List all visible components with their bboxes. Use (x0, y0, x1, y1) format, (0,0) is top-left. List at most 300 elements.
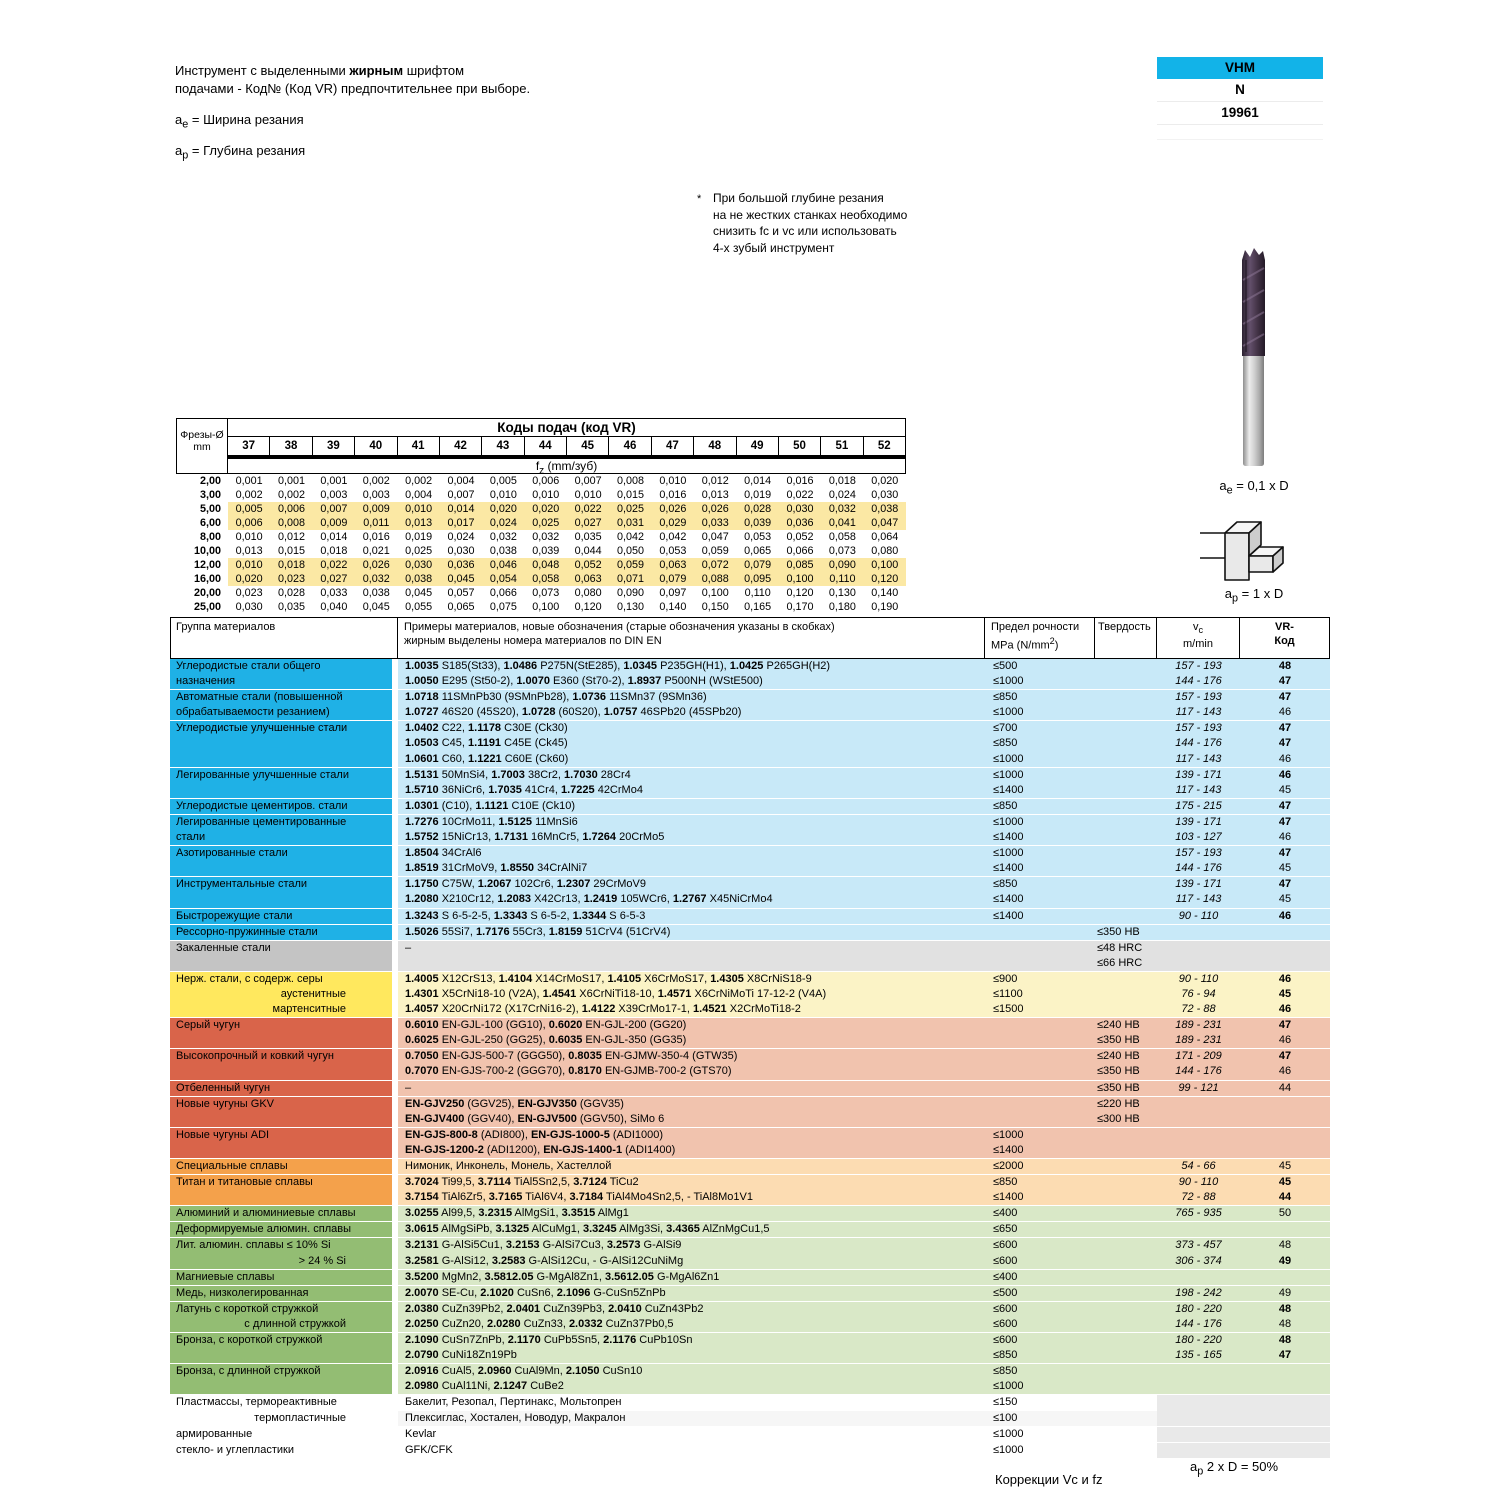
material-group (170, 815, 1330, 845)
hardness-cell (1095, 1395, 1157, 1410)
hardness-cell (1095, 1175, 1157, 1190)
feed-value-cell: 0,001 (235, 475, 263, 487)
tensile-cell: ≤1500 (993, 1003, 1024, 1016)
intro-line-2: подачами - Код№ (Код VR) предпочтительнее при выборе. (175, 81, 531, 96)
material-group-label-line: Алюминий и алюминиевые сплавы (176, 1207, 356, 1220)
feed-code-cell: 46 (609, 437, 651, 456)
feed-value-cell: 0,015 (278, 545, 306, 557)
material-group-label (170, 925, 392, 940)
material-group (170, 1222, 1330, 1237)
feed-value-cell: 0,025 (405, 545, 433, 557)
feed-value-cell: 0,020 (525, 502, 567, 516)
vc-cell (1157, 925, 1240, 940)
material-examples-cell: 3.7154 TiAl6Zr5, 3.7165 TiAl6V4, 3.7184 TiAl4Mo4Sn2,5, - TiAl8Mo1V1 (405, 1191, 753, 1204)
material-examples-cell: 3.0255 Al99,5, 3.2315 AlMgSi1, 3.3515 AlMg1 (405, 1207, 629, 1220)
feed-value-cell: 0,015 (617, 489, 645, 501)
tensile-cell: ≤1400 (993, 783, 1024, 796)
material-group-label-line: Высокопрочный и ковкий чугун (176, 1050, 334, 1063)
material-group-label (170, 1049, 392, 1079)
material-group-rows (398, 1049, 1330, 1079)
spec-type: N (1157, 79, 1323, 102)
material-group-label (170, 846, 392, 876)
material-group-label (170, 1222, 392, 1237)
materials-table-body (170, 659, 1330, 1458)
feed-value-cell: 0,028 (737, 502, 779, 516)
tensile-cell: ≤100 (993, 1411, 1018, 1424)
tensile-cell: ≤600 (993, 1302, 1018, 1315)
feed-value-cell: 0,004 (447, 475, 475, 487)
material-group-label-line: Углеродистые стали общего (176, 660, 321, 672)
vc-cell: 157 - 193 (1175, 660, 1222, 672)
header-tensile (985, 617, 1095, 659)
tensile-cell: ≤1400 (993, 893, 1024, 906)
feed-value-cell: 0,059 (609, 558, 651, 572)
feed-value-cell: 0,014 (440, 502, 482, 516)
feed-diameter-cell: 10,00 (193, 545, 221, 557)
hardness-cell (1095, 799, 1157, 814)
vc-cell: 189 - 231 (1175, 1019, 1222, 1032)
material-group-label-line: Азотированные стали (176, 847, 288, 860)
material-examples-cell: 0.7070 EN-GJS-700-2 (GGG70), 0.8170 EN-GJMB-700-2 (GTS70) (405, 1065, 732, 1078)
vc-cell (1157, 956, 1240, 971)
material-row (398, 1238, 1330, 1253)
material-group-rows (398, 1222, 1330, 1237)
material-row (398, 1411, 1330, 1426)
feed-value-cell: 0,020 (228, 572, 270, 586)
material-group-label (170, 1427, 392, 1442)
feed-value-cell: 0,071 (609, 572, 651, 586)
hardness-cell (1095, 690, 1157, 705)
vc-cell: 175 - 215 (1175, 799, 1222, 812)
feed-code-cell: 52 (864, 437, 906, 456)
vr-code-cell: 49 (1278, 1254, 1292, 1267)
tensile-cell: ≤500 (993, 1286, 1018, 1299)
feed-value-cell: 0,024 (482, 516, 524, 530)
material-examples-cell: 2.0916 CuAl5, 2.0960 CuAl9Mn, 2.1050 CuSn10 (405, 1365, 643, 1378)
feed-value-cell: 0,024 (447, 531, 475, 543)
tensile-cell (985, 1064, 1095, 1079)
material-group-label-line: обрабатываемости резанием) (176, 706, 330, 719)
feed-value-cell: 0,010 (574, 489, 602, 501)
vc-cell: 157 - 193 (1175, 847, 1222, 860)
feed-value-cell: 0,100 (532, 601, 560, 613)
material-examples-cell: 1.8504 34CrAl6 (405, 847, 482, 860)
feed-value-cell: 0,130 (617, 601, 645, 613)
feed-value-cell: 0,010 (398, 502, 440, 516)
feed-diameter-cell: 2,00 (199, 475, 221, 487)
material-row (398, 783, 1330, 798)
feed-value-cell: 0,039 (532, 545, 560, 557)
tensile-cell: ≤850 (993, 799, 1018, 812)
vc-cell: 99 - 121 (1178, 1081, 1219, 1094)
endmill-photo (1218, 246, 1288, 476)
feed-value-cell: 0,052 (567, 558, 609, 572)
material-group-label-line: Автоматные стали (повышенной (176, 691, 343, 704)
material-group-label-line: термопластичные (254, 1411, 346, 1424)
material-group-label-line: > 24 % Si (298, 1254, 346, 1267)
material-row (398, 861, 1330, 876)
feed-value-cell: 0,026 (652, 502, 694, 516)
header-examples-line1: Примеры материалов, новые обозначения (старые обозначения указаны в скобках) (404, 621, 835, 633)
material-row (398, 736, 1330, 751)
feed-value-cell: 0,180 (828, 601, 856, 613)
material-group-rows (398, 659, 1330, 689)
feed-value-cell: 0,058 (525, 572, 567, 586)
hardness-cell (1095, 1206, 1157, 1221)
feed-diameter-cell: 8,00 (199, 531, 221, 543)
material-group-label (170, 941, 392, 971)
material-group-label-line: Быстрорежущие стали (176, 909, 293, 922)
material-group-label-line: назначения (176, 675, 236, 688)
material-group (170, 941, 1330, 971)
feed-codes-table (176, 418, 906, 614)
tensile-cell: ≤850 (993, 1365, 1018, 1378)
material-group-rows (398, 1238, 1330, 1268)
material-group-rows (398, 1128, 1330, 1158)
vr-code-cell: 46 (1278, 752, 1292, 765)
feed-value-cell: 0,170 (786, 601, 814, 613)
hardness-cell (1095, 674, 1157, 689)
feed-value-cell: 0,047 (701, 531, 729, 543)
vc-cell (1157, 1222, 1240, 1237)
material-examples-cell: 1.5710 36NiCr6, 1.7035 41Cr4, 1.7225 42CrMo4 (405, 783, 643, 796)
material-examples-cell: 2.0980 CuAl11Ni, 2.1247 CuBe2 (405, 1380, 564, 1393)
material-row (398, 752, 1330, 767)
feed-value-cell: 0,165 (744, 601, 772, 613)
header-vc (1157, 617, 1240, 659)
material-row (398, 846, 1330, 861)
material-row (398, 1443, 1330, 1458)
material-group-label-line: стали (176, 831, 206, 844)
feed-value-cell: 0,026 (355, 558, 397, 572)
tensile-cell (985, 1018, 1095, 1033)
material-group-rows (398, 690, 1330, 720)
hardness-cell (1095, 721, 1157, 736)
vr-code-cell: 45 (1278, 1176, 1292, 1189)
material-row (398, 815, 1330, 830)
material-group (170, 1081, 1330, 1096)
material-examples-cell: – (405, 941, 412, 954)
feed-value-cell: 0,140 (871, 587, 899, 599)
material-group-label (170, 799, 392, 814)
feed-value-cell: 0,010 (228, 558, 270, 572)
material-examples-cell: 0.6010 EN-GJL-100 (GG10), 0.6020 EN-GJL-200 (GG20) (405, 1019, 687, 1032)
ap-diagram (1200, 518, 1308, 589)
material-group-label (170, 1333, 392, 1363)
material-examples-cell: 3.5200 MgMn2, 3.5812.05 G-MgAl8Zn1, 3.5612.05 G-MgAl6Zn1 (405, 1270, 720, 1283)
material-row (398, 925, 1330, 940)
material-group-rows (398, 846, 1330, 876)
correction-caption: Коррекции Vc и fz (995, 1472, 1103, 1487)
feed-value-cell: 0,053 (659, 545, 687, 557)
material-group (170, 690, 1330, 720)
material-row (398, 1222, 1330, 1237)
material-group-rows (398, 1443, 1330, 1458)
feed-code-cell: 49 (737, 437, 779, 456)
fz-unit-row: $f_z$ (mm/зуб) (228, 459, 906, 474)
header-examples (398, 617, 985, 659)
material-group (170, 1364, 1330, 1394)
material-row (398, 1097, 1330, 1112)
feed-value-cell: 0,010 (659, 475, 687, 487)
material-group-label (170, 909, 392, 924)
material-group (170, 1443, 1330, 1458)
material-group-rows (398, 1427, 1330, 1442)
material-examples-cell: 2.0790 CuNi18Zn19Pb (405, 1349, 517, 1362)
material-group-label-line: армированные (176, 1427, 253, 1440)
material-examples-cell: 1.7276 10CrMo11, 1.5125 11MnSi6 (405, 815, 578, 828)
feed-value-cell: 0,014 (744, 475, 772, 487)
vr-code-cell: 46 (1278, 1034, 1292, 1047)
material-examples-cell: 3.2131 G-AlSi5Cu1, 3.2153 G-AlSi7Cu3, 3.2573 G-AlSi9 (405, 1239, 682, 1252)
feed-value-cell: 0,032 (821, 502, 863, 516)
hardness-cell: ≤350 HB (1097, 1081, 1140, 1094)
material-row (398, 799, 1330, 814)
feed-value-cell: 0,079 (737, 558, 779, 572)
feed-value-cell: 0,019 (405, 531, 433, 543)
feed-value-cell: 0,073 (828, 545, 856, 557)
vc-cell: 306 - 374 (1175, 1254, 1222, 1267)
feed-value-cell: 0,120 (864, 572, 906, 586)
material-examples-cell: Нимоник, Инконель, Монель, Хастеллой (405, 1160, 612, 1172)
vr-code-cell: 44 (1278, 1081, 1292, 1094)
material-examples-cell: 2.0250 CuZn20, 2.0280 CuZn33, 2.0332 CuZn37Pb0,5 (405, 1317, 674, 1330)
hardness-cell (1095, 1159, 1157, 1174)
vr-code-cell: 46 (1278, 1065, 1292, 1078)
material-group (170, 1333, 1330, 1363)
vr-code-cell: 47 (1278, 815, 1292, 828)
hardness-cell: ≤66 HRC (1097, 956, 1143, 969)
tensile-cell (985, 1112, 1095, 1127)
material-row (398, 1143, 1330, 1158)
vc-cell: 135 - 165 (1175, 1349, 1222, 1362)
material-group-label-line: стекло- и углепластики (176, 1443, 294, 1456)
endmill-shank (1243, 354, 1264, 466)
vc-cell: 103 - 127 (1175, 831, 1222, 844)
header-vc-line2: m/min (1183, 637, 1213, 650)
materials-table-header (170, 617, 1330, 659)
vc-cell: 144 - 176 (1175, 862, 1222, 875)
feed-value-cell: 0,110 (744, 587, 771, 599)
material-group-label-line: Легированные цементированные (176, 815, 347, 828)
feed-diameter-cell: 25,00 (193, 601, 221, 613)
feed-value-cell: 0,072 (694, 558, 736, 572)
feed-value-cell: 0,055 (405, 601, 433, 613)
material-examples-cell: 1.0050 E295 (St50-2), 1.0070 E360 (St70-2), 1.8937 P500NH (WStE500) (405, 675, 763, 688)
material-group (170, 768, 1330, 798)
material-row (398, 1364, 1330, 1379)
material-group-label-line: Пластмассы, термореактивные (176, 1396, 337, 1409)
feed-row (176, 558, 906, 572)
spec-divider (1157, 125, 1323, 140)
feed-value-cell: 0,079 (652, 572, 694, 586)
vr-code-cell: 48 (1278, 1239, 1292, 1252)
feed-value-cell: 0,030 (398, 558, 440, 572)
hardness-cell (1095, 1302, 1157, 1317)
feed-value-cell: 0,033 (320, 587, 348, 599)
tensile-cell: ≤1000 (993, 1427, 1024, 1440)
feed-value-cell: 0,035 (278, 601, 306, 613)
vr-code-cell: 47 (1278, 1050, 1292, 1063)
vc-cell (1157, 1128, 1240, 1143)
vc-cell: 180 - 220 (1175, 1302, 1222, 1315)
material-row (398, 768, 1330, 783)
material-group (170, 1286, 1330, 1301)
vc-cell: 54 - 66 (1181, 1160, 1216, 1172)
tensile-cell: ≤850 (993, 878, 1018, 891)
material-group-rows (398, 799, 1330, 814)
material-group-label-line: Новые чугуны ADI (176, 1128, 270, 1141)
tensile-cell (985, 956, 1095, 971)
hardness-cell (1095, 830, 1157, 845)
feed-value-cell: 0,100 (779, 572, 821, 586)
material-group-label (170, 1443, 392, 1458)
feed-value-cell: 0,039 (737, 516, 779, 530)
feed-value-cell: 0,002 (278, 489, 306, 501)
vr-code-cell: 47 (1278, 691, 1292, 704)
material-group-label-line: Серый чугун (176, 1019, 241, 1032)
vr-code-cell: 45 (1278, 783, 1292, 796)
vr-code-cell: 47 (1278, 799, 1292, 812)
feed-value-cell: 0,018 (828, 475, 856, 487)
material-row (398, 1128, 1330, 1143)
tensile-cell: ≤2000 (993, 1160, 1024, 1172)
intro-line-1: Инструмент с выделенными жирным шрифтом (175, 63, 465, 78)
material-row (398, 1254, 1330, 1269)
tensile-cell (985, 1081, 1095, 1096)
material-group-rows (398, 1081, 1330, 1096)
material-examples-cell: 1.5131 50MnSi4, 1.7003 38Cr2, 1.7030 28Cr4 (405, 768, 631, 781)
feed-value-cell: 0,090 (617, 587, 645, 599)
material-group-rows (398, 972, 1330, 1017)
feed-code-cell: 41 (398, 437, 440, 456)
hardness-cell: ≤350 HB (1097, 1034, 1140, 1047)
vr-code-cell (1240, 1395, 1330, 1410)
tensile-cell: ≤850 (993, 737, 1018, 750)
header-vr-line1: VR- (1275, 621, 1294, 633)
material-row (398, 1049, 1330, 1064)
footnote-asterisk: * (697, 193, 702, 205)
material-group-label (170, 1270, 392, 1285)
material-group-label (170, 1238, 392, 1268)
vc-cell: 90 - 110 (1178, 972, 1219, 985)
material-examples-cell: Плексиглас, Хостален, Новодур, Макралон (405, 1411, 626, 1424)
material-group-label (170, 1302, 392, 1332)
feed-value-cell: 0,006 (228, 516, 270, 530)
feed-value-cell: 0,053 (744, 531, 772, 543)
tensile-cell: ≤650 (993, 1223, 1018, 1236)
material-group (170, 1206, 1330, 1221)
tensile-cell: ≤600 (993, 1334, 1018, 1347)
feed-diameter-cell: 3,00 (199, 489, 221, 501)
vr-code-cell (1240, 941, 1330, 956)
material-group-label-line: с длинной стружкой (244, 1317, 346, 1330)
feed-value-cell: 0,012 (278, 531, 306, 543)
material-group-label-line: Рессорно-пружинные стали (176, 925, 318, 938)
footnote-line-3: снизить fc и vc или использовать (713, 224, 897, 238)
material-row (398, 705, 1330, 720)
feed-code-cell: 51 (821, 437, 863, 456)
material-group (170, 721, 1330, 766)
material-group-rows (398, 1018, 1330, 1048)
vc-cell: 157 - 193 (1175, 722, 1222, 735)
vr-code-cell: 45 (1278, 987, 1292, 1000)
tensile-cell: ≤600 (993, 1317, 1018, 1330)
material-row (398, 1395, 1330, 1410)
vc-cell (1157, 1112, 1240, 1127)
feed-value-cell: 0,022 (313, 558, 355, 572)
feed-value-cell: 0,025 (525, 516, 567, 530)
feed-value-cell: 0,012 (701, 475, 729, 487)
material-group-label-line: Титан и титановые сплавы (176, 1176, 313, 1189)
material-group (170, 877, 1330, 907)
material-group-label-line: Углеродистые цементиров. стали (176, 799, 348, 812)
vc-cell: 72 - 88 (1181, 1003, 1216, 1016)
vr-code-cell (1240, 1379, 1330, 1394)
tensile-cell: ≤850 (993, 691, 1018, 704)
vr-code-cell (1240, 1427, 1330, 1442)
hardness-cell (1095, 1143, 1157, 1158)
material-examples-cell: EN-GJV250 (GGV25), EN-GJV350 (GGV35) (405, 1097, 624, 1110)
feed-value-cell: 0,045 (405, 587, 433, 599)
hardness-cell (1095, 815, 1157, 830)
material-group-rows (398, 1395, 1330, 1425)
ae-definition: $a_e$ = Ширина резания (175, 112, 304, 131)
material-group (170, 1175, 1330, 1205)
hardness-cell: ≤300 HB (1097, 1112, 1140, 1125)
feed-value-cell: 0,024 (828, 489, 856, 501)
feed-value-cell: 0,042 (617, 531, 645, 543)
material-row (398, 1175, 1330, 1190)
header-examples-line2: жирным выделены номера материалов по DIN EN (404, 634, 662, 647)
material-group (170, 799, 1330, 814)
footnote-line-1: При большой глубине резания (713, 191, 884, 205)
feed-value-cell: 0,045 (362, 601, 390, 613)
material-examples-cell: 2.1090 CuSn7ZnPb, 2.1170 CuPb5Sn5, 2.1176 CuPb10Sn (405, 1334, 693, 1347)
material-group-label (170, 1286, 392, 1301)
vr-code-cell: 47 (1278, 1019, 1292, 1032)
material-row (398, 1206, 1330, 1221)
feed-code-cell: 39 (313, 437, 355, 456)
material-row (398, 1317, 1330, 1332)
feed-value-cell: 0,058 (828, 531, 856, 543)
material-row (398, 1427, 1330, 1442)
feed-value-cell: 0,010 (532, 489, 560, 501)
hardness-cell: ≤220 HB (1097, 1097, 1140, 1110)
feed-value-cell: 0,013 (701, 489, 729, 501)
material-row (398, 941, 1330, 956)
feed-value-cell: 0,075 (489, 601, 517, 613)
material-group-label (170, 1159, 392, 1174)
vc-cell: 72 - 88 (1181, 1191, 1216, 1204)
tensile-cell: ≤600 (993, 1239, 1018, 1252)
hardness-cell (1095, 892, 1157, 907)
feed-row (176, 474, 906, 488)
material-group (170, 1159, 1330, 1174)
material-group (170, 1302, 1330, 1332)
feed-diameter-cell: 6,00 (199, 517, 221, 529)
feed-code-cell: 44 (525, 437, 567, 456)
hardness-cell: ≤350 HB (1097, 925, 1140, 938)
material-row (398, 1348, 1330, 1363)
feed-value-cell: 0,052 (786, 531, 814, 543)
feed-value-cell: 0,040 (320, 601, 348, 613)
material-examples-cell: 1.5026 55Si7, 1.7176 55Cr3, 1.8159 51CrV4 (51CrV4) (405, 925, 671, 938)
vr-code-cell: 47 (1278, 675, 1292, 688)
vr-code-cell: 45 (1278, 862, 1292, 875)
material-group-rows (398, 877, 1330, 907)
feed-value-cell: 0,065 (744, 545, 772, 557)
